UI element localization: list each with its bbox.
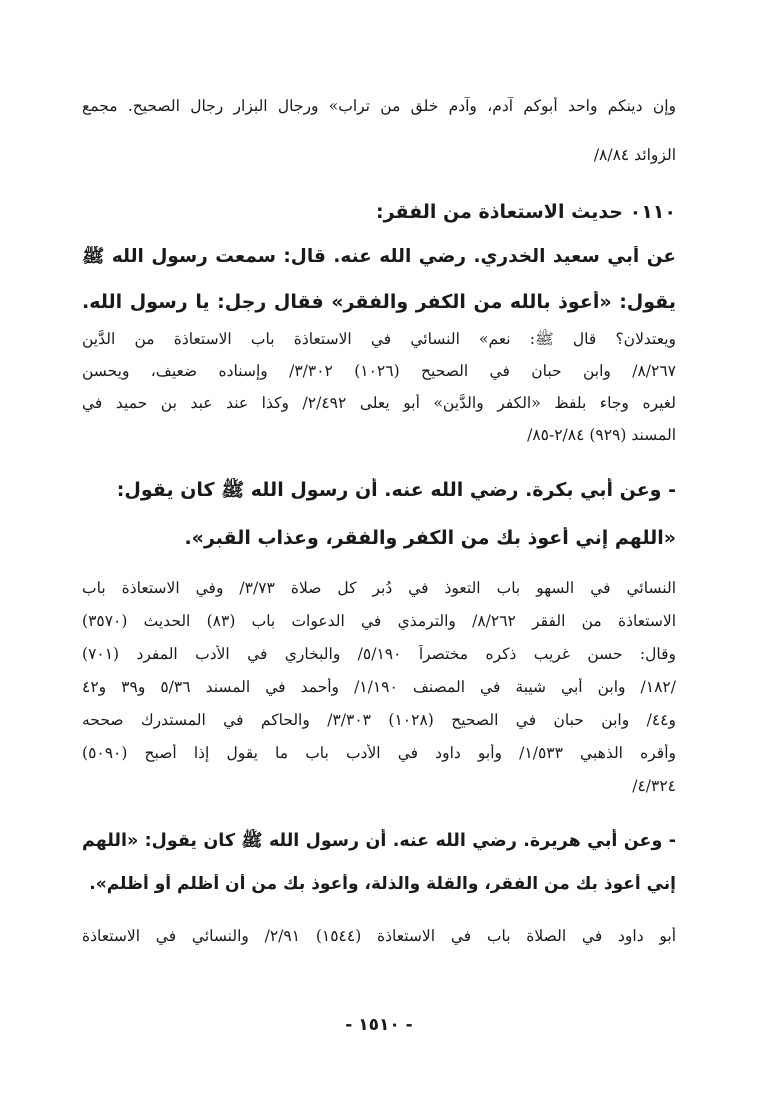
text-line: لغيره وجاء بلفظ «الكفر والدَّين» أبو يعلى ٢/٤٩٢/ وكذا عند عبد بن حميد في [82, 394, 676, 412]
text-line: و٤٤/ وابن حبان في الصحيح (١٠٢٨) ٣/٣٠٣/ والحاكم في المستدرك صححه [82, 711, 676, 729]
hadith-text-line: - وعن أبي هريرة. رضي الله عنه. أن رسول الله ﷺ كان يقول: «اللهم [82, 831, 676, 851]
text-line: وقال: حسن غريب ذكره مختصراً ٥/١٩٠/ والبخاري في الأدب المفرد (٧٠١) [82, 645, 676, 663]
text-line: الاستعاذة من الفقر ٨/٢٦٢/ والترمذي في الدعوات باب (٨٣) الحديث (٣٥٧٠) [82, 612, 676, 630]
hadith-text-line: يقول: «أعوذ بالله من الكفر والفقر» فقال رجل: يا رسول الله. [82, 291, 676, 313]
text-line: المسند (٩٢٩) ٢/٨٤-٨٥/ [527, 426, 676, 444]
hadith-text-line: - وعن أبي بكرة. رضي الله عنه. أن رسول الله ﷺ كان يقول: [116, 479, 676, 501]
text-line: وإن دينكم واحد أبوكم آدم، وآدم خلق من تراب» ورجال البزار رجال الصحيح. مجمع [82, 97, 676, 115]
hadith-text-line: عن أبي سعيد الخدري. رضي الله عنه. قال: سمعت رسول الله ﷺ [82, 246, 676, 267]
page-number-text: - ١٥١٠ - [345, 1015, 413, 1035]
text-line: ٨/٢٦٧/ وابن حبان في الصحيح (١٠٢٦) ٣/٣٠٢/ وإسناده ضعيف، ويحسن [82, 362, 676, 380]
text-line: ٤/٣٢٤/ [632, 777, 676, 795]
text-line: /١٨٢/ وابن أبي شيبة في المصنف ١/١٩٠/ وأحمد في المسند ٥/٣٦ و٣٩ و٤٢ [82, 678, 676, 696]
page-number [0, 1015, 758, 1035]
text-line: أبو داود في الصلاة باب في الاستعاذة (١٥٤٤) ٢/٩١/ والنسائي في الاستعاذة [82, 927, 676, 945]
mixed-text-line: ويعتدلان؟ قال ﷺ: نعم» النسائي في الاستعاذة باب الاستعاذة من الدَّين [82, 330, 676, 348]
hadith-text-line: «اللهم إني أعوذ بك من الكفر والفقر، وعذاب القبر». [184, 527, 676, 549]
text-line: وأقره الذهبي ١/٥٣٣/ وأبو داود في الأدب باب ما يقول إذا أصبح (٥٠٩٠) [82, 744, 676, 762]
hadith-text-line: إني أعوذ بك من الفقر، والقلة والذلة، وأعوذ بك من أن أظلم أو أُظلم». [89, 874, 676, 894]
section-heading: ٠١١٠ حديث الاستعاذة من الفقر: [376, 201, 676, 223]
text-line: الزوائد ٨/٨٤/ [593, 146, 676, 164]
text-line: النسائي في السهو باب التعوذ في دُبر كل صلاة ٣/٧٣/ وفي الاستعاذة باب [82, 579, 676, 597]
